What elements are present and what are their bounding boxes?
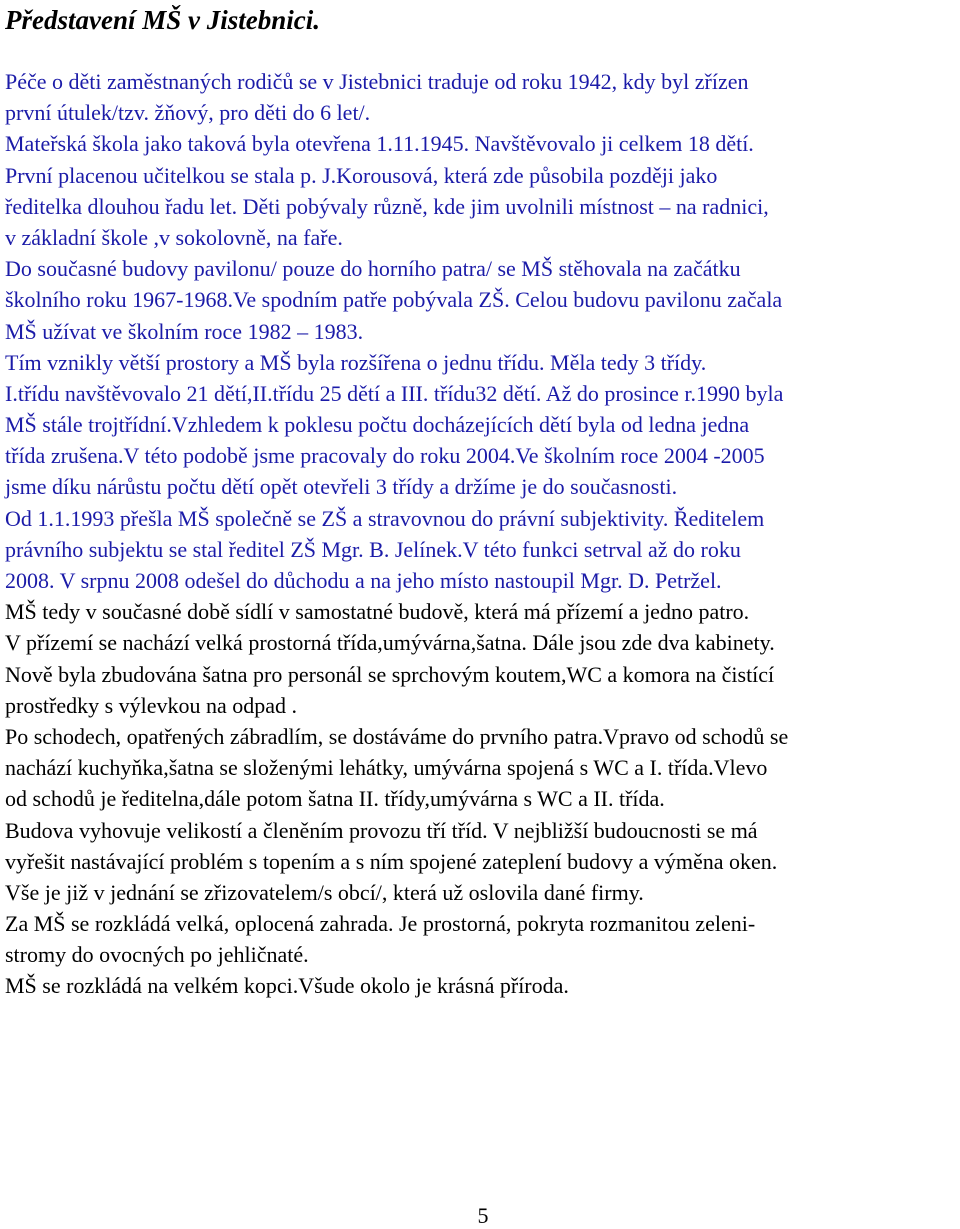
text-line: nachází kuchyňka,šatna se složenými lehátky, umývárna spojená s WC a I. třída.Vlevo xyxy=(5,755,768,781)
text-line: MŠ stále trojtřídní.Vzhledem k poklesu počtu docházejících dětí byla od ledna jedna xyxy=(5,412,750,438)
text-line: prostředky s výlevkou na odpad . xyxy=(5,692,298,718)
text-line: v základní škole ,v sokolovně, na faře. xyxy=(5,224,343,250)
text-line: MŠ se rozkládá na velkém kopci.Všude okolo je krásná příroda. xyxy=(5,973,569,999)
text-line: vyřešit nastávající problém s topením a s ním spojené zateplení budovy a výměna oken. xyxy=(5,848,778,874)
text-line: třída zrušena.V této podobě jsme pracovaly do roku 2004.Ve školním roce 2004 -2005 xyxy=(5,443,765,469)
body-text xyxy=(5,66,955,1002)
text-line: I.třídu navštěvovalo 21 dětí,II.třídu 25 dětí a III. třídu32 dětí. Až do prosince r.1990 byla xyxy=(5,380,784,406)
text-line: Do současné budovy pavilonu/ pouze do horního patra/ se MŠ stěhovala na začátku xyxy=(5,256,741,282)
text-line: 2008. V srpnu 2008 odešel do důchodu a na jeho místo nastoupil Mgr. D. Petržel. xyxy=(5,568,722,593)
text-line: právního subjektu se stal ředitel ZŠ Mgr. B. Jelínek.V této funkci setrval až do roku xyxy=(5,536,741,562)
text-line: stromy do ovocných po jehličnaté. xyxy=(5,942,309,968)
text-line: MŠ tedy v současné době sídlí v samostatné budově, která má přízemí a jedno patro. xyxy=(5,599,750,625)
text-line: V přízemí se nachází velká prostorná třída,umývárna,šatna. Dále jsou zde dva kabinety. xyxy=(5,630,775,656)
text-line: Od 1.1.1993 přešla MŠ společně se ZŠ a stravovnou do právní subjektivity. Ředitelem xyxy=(5,505,765,531)
text-line: Mateřská škola jako taková byla otevřena 1.11.1945. Navštěvovalo ji celkem 18 dětí. xyxy=(5,131,754,157)
text-line: Tím vznikly větší prostory a MŠ byla rozšířena o jednu třídu. Měla tedy 3 třídy. xyxy=(5,349,707,375)
text-line: Po schodech, opatřených zábradlím, se dostáváme do prvního patra.Vpravo od schodů se xyxy=(5,723,789,749)
text-line: MŠ užívat ve školním roce 1982 – 1983. xyxy=(5,318,364,344)
text-line: jsme díku nárůstu počtu dětí opět otevřeli 3 třídy a držíme je do současnosti. xyxy=(5,474,678,500)
page-title: Představení MŠ v Jistebnici. xyxy=(5,5,320,35)
text-line: První placenou učitelkou se stala p. J.Korousová, která zde působila později jako xyxy=(5,162,718,188)
page-number: 5 xyxy=(477,1203,489,1228)
text-line: Za MŠ se rozkládá velká, oplocená zahrada. Je prostorná, pokryta rozmanitou zeleni- xyxy=(5,911,756,937)
text-line: ředitelka dlouhou řadu let. Děti pobývaly různě, kde jim uvolnili místnost – na radnici, xyxy=(5,193,769,219)
text-line: Vše je již v jednání se zřizovatelem/s obcí/, která už oslovila dané firmy. xyxy=(5,879,644,905)
text-line: školního roku 1967-1968.Ve spodním patře pobývala ZŠ. Celou budovu pavilonu začala xyxy=(5,287,783,313)
text-line: Nově byla zbudována šatna pro personál se sprchovým koutem,WC a komora na čistící xyxy=(5,661,775,687)
text-line: Péče o děti zaměstnaných rodičů se v Jistebnici traduje od roku 1942, kdy byl zřízen xyxy=(5,69,749,94)
text-line: první útulek/tzv. žňový, pro děti do 6 let/. xyxy=(5,100,371,126)
text-line: Budova vyhovuje velikostí a členěním provozu tří tříd. V nejbližší budoucnosti se má xyxy=(5,817,758,843)
text-line: od schodů je ředitelna,dále potom šatna II. třídy,umývárna s WC a II. třída. xyxy=(5,786,665,812)
